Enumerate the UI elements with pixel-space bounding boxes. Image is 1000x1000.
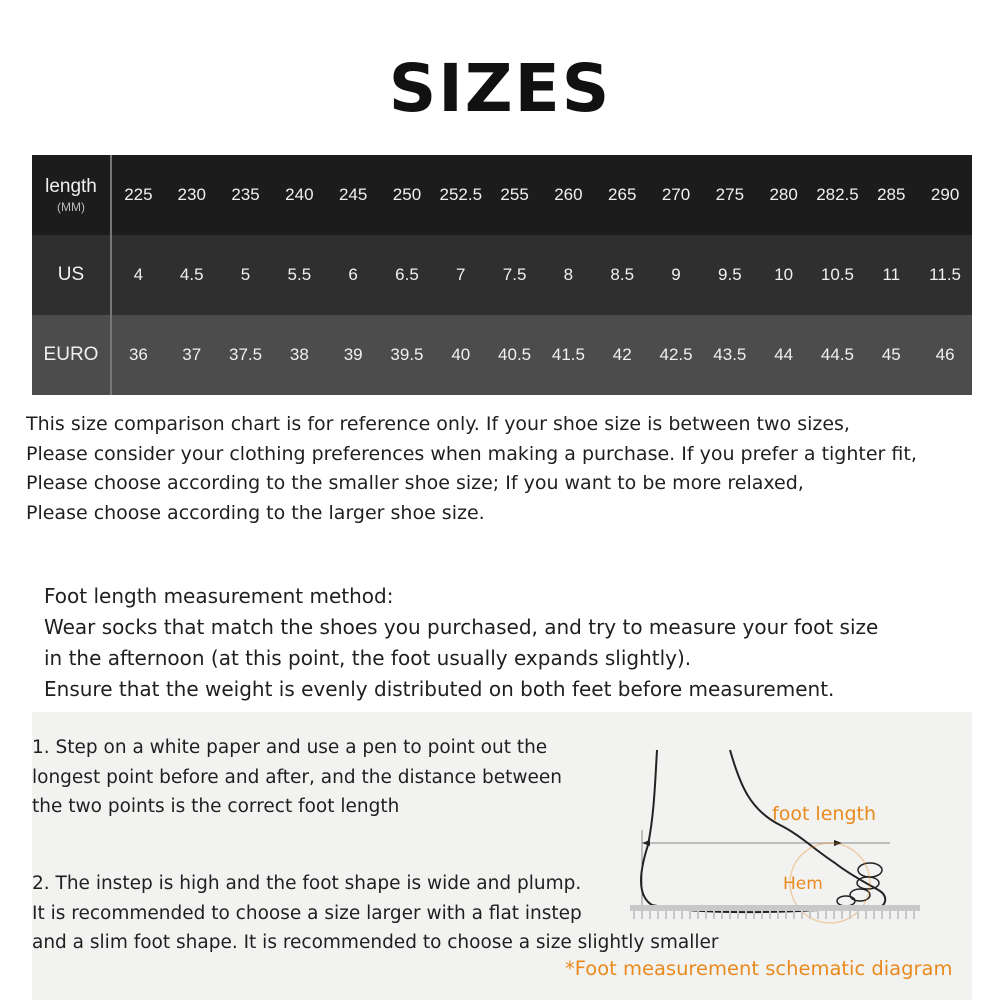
step-line: 1. Step on a white paper and use a pen to point out the — [32, 737, 548, 758]
size-row — [32, 155, 972, 235]
size-cell: 36 — [111, 315, 165, 395]
paper-base — [630, 905, 920, 911]
size-cell: 5 — [219, 235, 273, 315]
size-cell: 10.5 — [811, 235, 865, 315]
diagram-caption: *Foot measurement schematic diagram — [565, 957, 953, 980]
toe-icon — [837, 896, 855, 906]
size-row — [32, 235, 972, 315]
size-cell: 9 — [649, 235, 703, 315]
measurement-method — [44, 581, 974, 705]
size-cell: 240 — [272, 155, 326, 235]
notice-line: This size comparison chart is for reference only. If your shoe size is between two sizes, — [26, 413, 850, 435]
size-cell: 6.5 — [380, 235, 434, 315]
size-cell: 265 — [595, 155, 649, 235]
toe-icon — [858, 863, 882, 877]
size-cell: 40 — [434, 315, 488, 395]
step-line: and a slim foot shape. It is recommended to choose a size slightly smaller — [32, 932, 719, 953]
row-header-label: length — [45, 176, 97, 197]
foot-diagram — [630, 745, 930, 935]
size-cell: 40.5 — [488, 315, 542, 395]
size-cell: 7 — [434, 235, 488, 315]
row-header-unit: (MM) — [57, 200, 85, 214]
toe-icon — [857, 877, 879, 889]
size-cell: 43.5 — [703, 315, 757, 395]
size-cell: 9.5 — [703, 235, 757, 315]
page-title: SIZES — [388, 50, 612, 127]
step-line: longest point before and after, and the distance between — [32, 766, 562, 788]
size-cell: 38 — [272, 315, 326, 395]
notice-line: Please choose according to the smaller shoe size; If you want to be more relaxed, — [26, 472, 804, 494]
size-cell: 42.5 — [649, 315, 703, 395]
foot-length-label: foot length — [772, 803, 876, 825]
size-cell: 11.5 — [918, 235, 972, 315]
size-cell: 41.5 — [542, 315, 596, 395]
foot-outline-icon — [641, 750, 885, 912]
size-cell: 42 — [595, 315, 649, 395]
size-cell: 280 — [757, 155, 811, 235]
size-cell: 225 — [111, 155, 165, 235]
size-cell: 39.5 — [380, 315, 434, 395]
hem-label: Hem — [783, 874, 823, 894]
step-line: 2. The instep is high and the foot shape is wide and plump. — [32, 873, 582, 894]
size-cell: 275 — [703, 155, 757, 235]
size-row — [32, 315, 972, 395]
size-cell: 230 — [165, 155, 219, 235]
size-cell: 252.5 — [434, 155, 488, 235]
size-cell: 4 — [111, 235, 165, 315]
method-line: Ensure that the weight is evenly distributed on both feet before measurement. — [44, 677, 835, 701]
size-cell: 37 — [165, 315, 219, 395]
size-cell: 39 — [326, 315, 380, 395]
size-cell: 37.5 — [219, 315, 273, 395]
size-cell: 235 — [219, 155, 273, 235]
size-cell: 4.5 — [165, 235, 219, 315]
size-cell: 245 — [326, 155, 380, 235]
row-header — [32, 155, 111, 235]
size-cell: 11 — [864, 235, 918, 315]
size-cell: 260 — [542, 155, 596, 235]
size-cell: 8.5 — [595, 235, 649, 315]
method-line: Foot length measurement method: — [44, 584, 394, 608]
size-cell: 255 — [488, 155, 542, 235]
size-notice — [26, 410, 986, 528]
notice-line: Please consider your clothing preferences when making a purchase. If you prefer a tighter fit, — [26, 442, 917, 465]
size-cell: 8 — [542, 235, 596, 315]
size-chart-table — [32, 155, 972, 395]
size-cell: 290 — [918, 155, 972, 235]
notice-line: Please choose according to the larger shoe size. — [26, 501, 485, 524]
step-line: It is recommended to choose a size larger with a flat instep — [32, 902, 582, 924]
row-header — [32, 235, 111, 315]
size-cell: 270 — [649, 155, 703, 235]
size-cell: 250 — [380, 155, 434, 235]
size-cell: 6 — [326, 235, 380, 315]
size-cell: 282.5 — [811, 155, 865, 235]
size-cell: 44.5 — [811, 315, 865, 395]
size-cell: 44 — [757, 315, 811, 395]
row-header-label: EURO — [43, 344, 99, 365]
row-header — [32, 315, 111, 395]
size-cell: 10 — [757, 235, 811, 315]
size-cell: 285 — [864, 155, 918, 235]
size-cell: 5.5 — [272, 235, 326, 315]
size-cell: 45 — [864, 315, 918, 395]
method-line: Wear socks that match the shoes you purchased, and try to measure your foot size — [44, 615, 879, 639]
row-header-label: US — [57, 264, 85, 285]
step-one — [32, 733, 652, 822]
size-cell: 46 — [918, 315, 972, 395]
step-line: the two points is the correct foot length — [32, 796, 400, 817]
method-line: in the afternoon (at this point, the foot usually expands slightly). — [44, 646, 692, 670]
size-cell: 7.5 — [488, 235, 542, 315]
